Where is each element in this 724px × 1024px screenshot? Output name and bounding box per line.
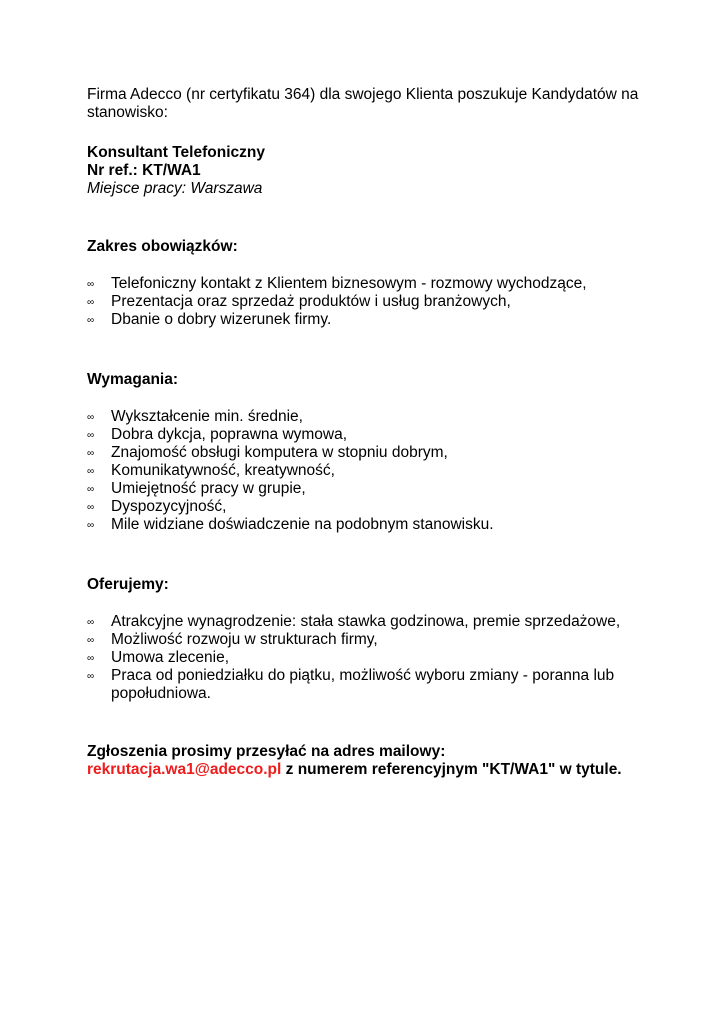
infinity-bullet-icon: ∞ bbox=[87, 430, 95, 441]
list-item-text: Umowa zlecenie, bbox=[111, 649, 230, 666]
list-item-text: Komunikatywność, kreatywność, bbox=[111, 462, 335, 479]
job-location: Miejsce pracy: Warszawa bbox=[87, 180, 263, 197]
job-reference: Nr ref.: KT/WA1 bbox=[87, 162, 201, 179]
list-item bbox=[87, 649, 647, 667]
infinity-bullet-icon: ∞ bbox=[87, 279, 95, 290]
offer-heading: Oferujemy: bbox=[87, 576, 169, 593]
contact-suffix: z numerem referencyjnym "KT/WA1" w tytule. bbox=[281, 761, 622, 778]
infinity-bullet-icon: ∞ bbox=[87, 520, 95, 531]
infinity-bullet-icon: ∞ bbox=[87, 448, 95, 459]
infinity-bullet-icon: ∞ bbox=[87, 617, 95, 628]
infinity-bullet-icon: ∞ bbox=[87, 671, 95, 682]
list-item-text: Praca od poniedziałku do piątku, możliwość wyboru zmiany - poranna lub popołudniowa. bbox=[111, 667, 615, 702]
contact-line bbox=[87, 761, 647, 779]
list-item-text: Mile widziane doświadczenie na podobnym stanowisku. bbox=[111, 516, 494, 533]
infinity-bullet-icon: ∞ bbox=[87, 653, 95, 664]
list-item bbox=[87, 667, 647, 703]
list-item bbox=[87, 498, 647, 516]
list-item bbox=[87, 426, 647, 444]
job-title: Konsultant Telefoniczny bbox=[87, 144, 265, 161]
list-item-text: Umiejętność pracy w grupie, bbox=[111, 480, 306, 497]
list-item-text: Dobra dykcja, poprawna wymowa, bbox=[111, 426, 348, 443]
requirements-heading: Wymagania: bbox=[87, 371, 179, 388]
infinity-bullet-icon: ∞ bbox=[87, 484, 95, 495]
list-item-text: Dyspozycyjność, bbox=[111, 498, 227, 515]
duties-list bbox=[87, 275, 647, 329]
intro-text: Firma Adecco (nr certyfikatu 364) dla swojego Klienta poszukuje Kandydatów na stanowisko: bbox=[87, 86, 639, 121]
job-offer-document bbox=[87, 86, 647, 779]
list-item bbox=[87, 613, 647, 631]
list-item bbox=[87, 275, 647, 293]
infinity-bullet-icon: ∞ bbox=[87, 502, 95, 513]
list-item bbox=[87, 293, 647, 311]
list-item bbox=[87, 462, 647, 480]
infinity-bullet-icon: ∞ bbox=[87, 297, 95, 308]
list-item bbox=[87, 516, 647, 534]
infinity-bullet-icon: ∞ bbox=[87, 635, 95, 646]
requirements-list bbox=[87, 408, 647, 534]
list-item bbox=[87, 444, 647, 462]
list-item-text: Możliwość rozwoju w strukturach firmy, bbox=[111, 631, 378, 648]
list-item bbox=[87, 480, 647, 498]
infinity-bullet-icon: ∞ bbox=[87, 315, 95, 326]
infinity-bullet-icon: ∞ bbox=[87, 466, 95, 477]
email-link[interactable]: rekrutacja.wa1@adecco.pl bbox=[87, 761, 282, 778]
contact-instruction: Zgłoszenia prosimy przesyłać na adres mailowy: bbox=[87, 743, 446, 760]
list-item-text: Znajomość obsługi komputera w stopniu dobrym, bbox=[111, 444, 448, 461]
list-item-text: Wykształcenie min. średnie, bbox=[111, 408, 303, 425]
list-item bbox=[87, 311, 647, 329]
list-item-text: Prezentacja oraz sprzedaż produktów i usług branżowych, bbox=[111, 293, 511, 310]
list-item bbox=[87, 631, 647, 649]
contact-block bbox=[87, 743, 647, 779]
duties-heading: Zakres obowiązków: bbox=[87, 238, 238, 255]
list-item-text: Atrakcyjne wynagrodzenie: stała stawka godzinowa, premie sprzedażowe, bbox=[111, 613, 621, 630]
list-item-text: Telefoniczny kontakt z Klientem biznesowym - rozmowy wychodzące, bbox=[111, 275, 587, 292]
list-item bbox=[87, 408, 647, 426]
list-item-text: Dbanie o dobry wizerunek firmy. bbox=[111, 311, 332, 328]
infinity-bullet-icon: ∞ bbox=[87, 412, 95, 423]
offer-list bbox=[87, 613, 647, 703]
